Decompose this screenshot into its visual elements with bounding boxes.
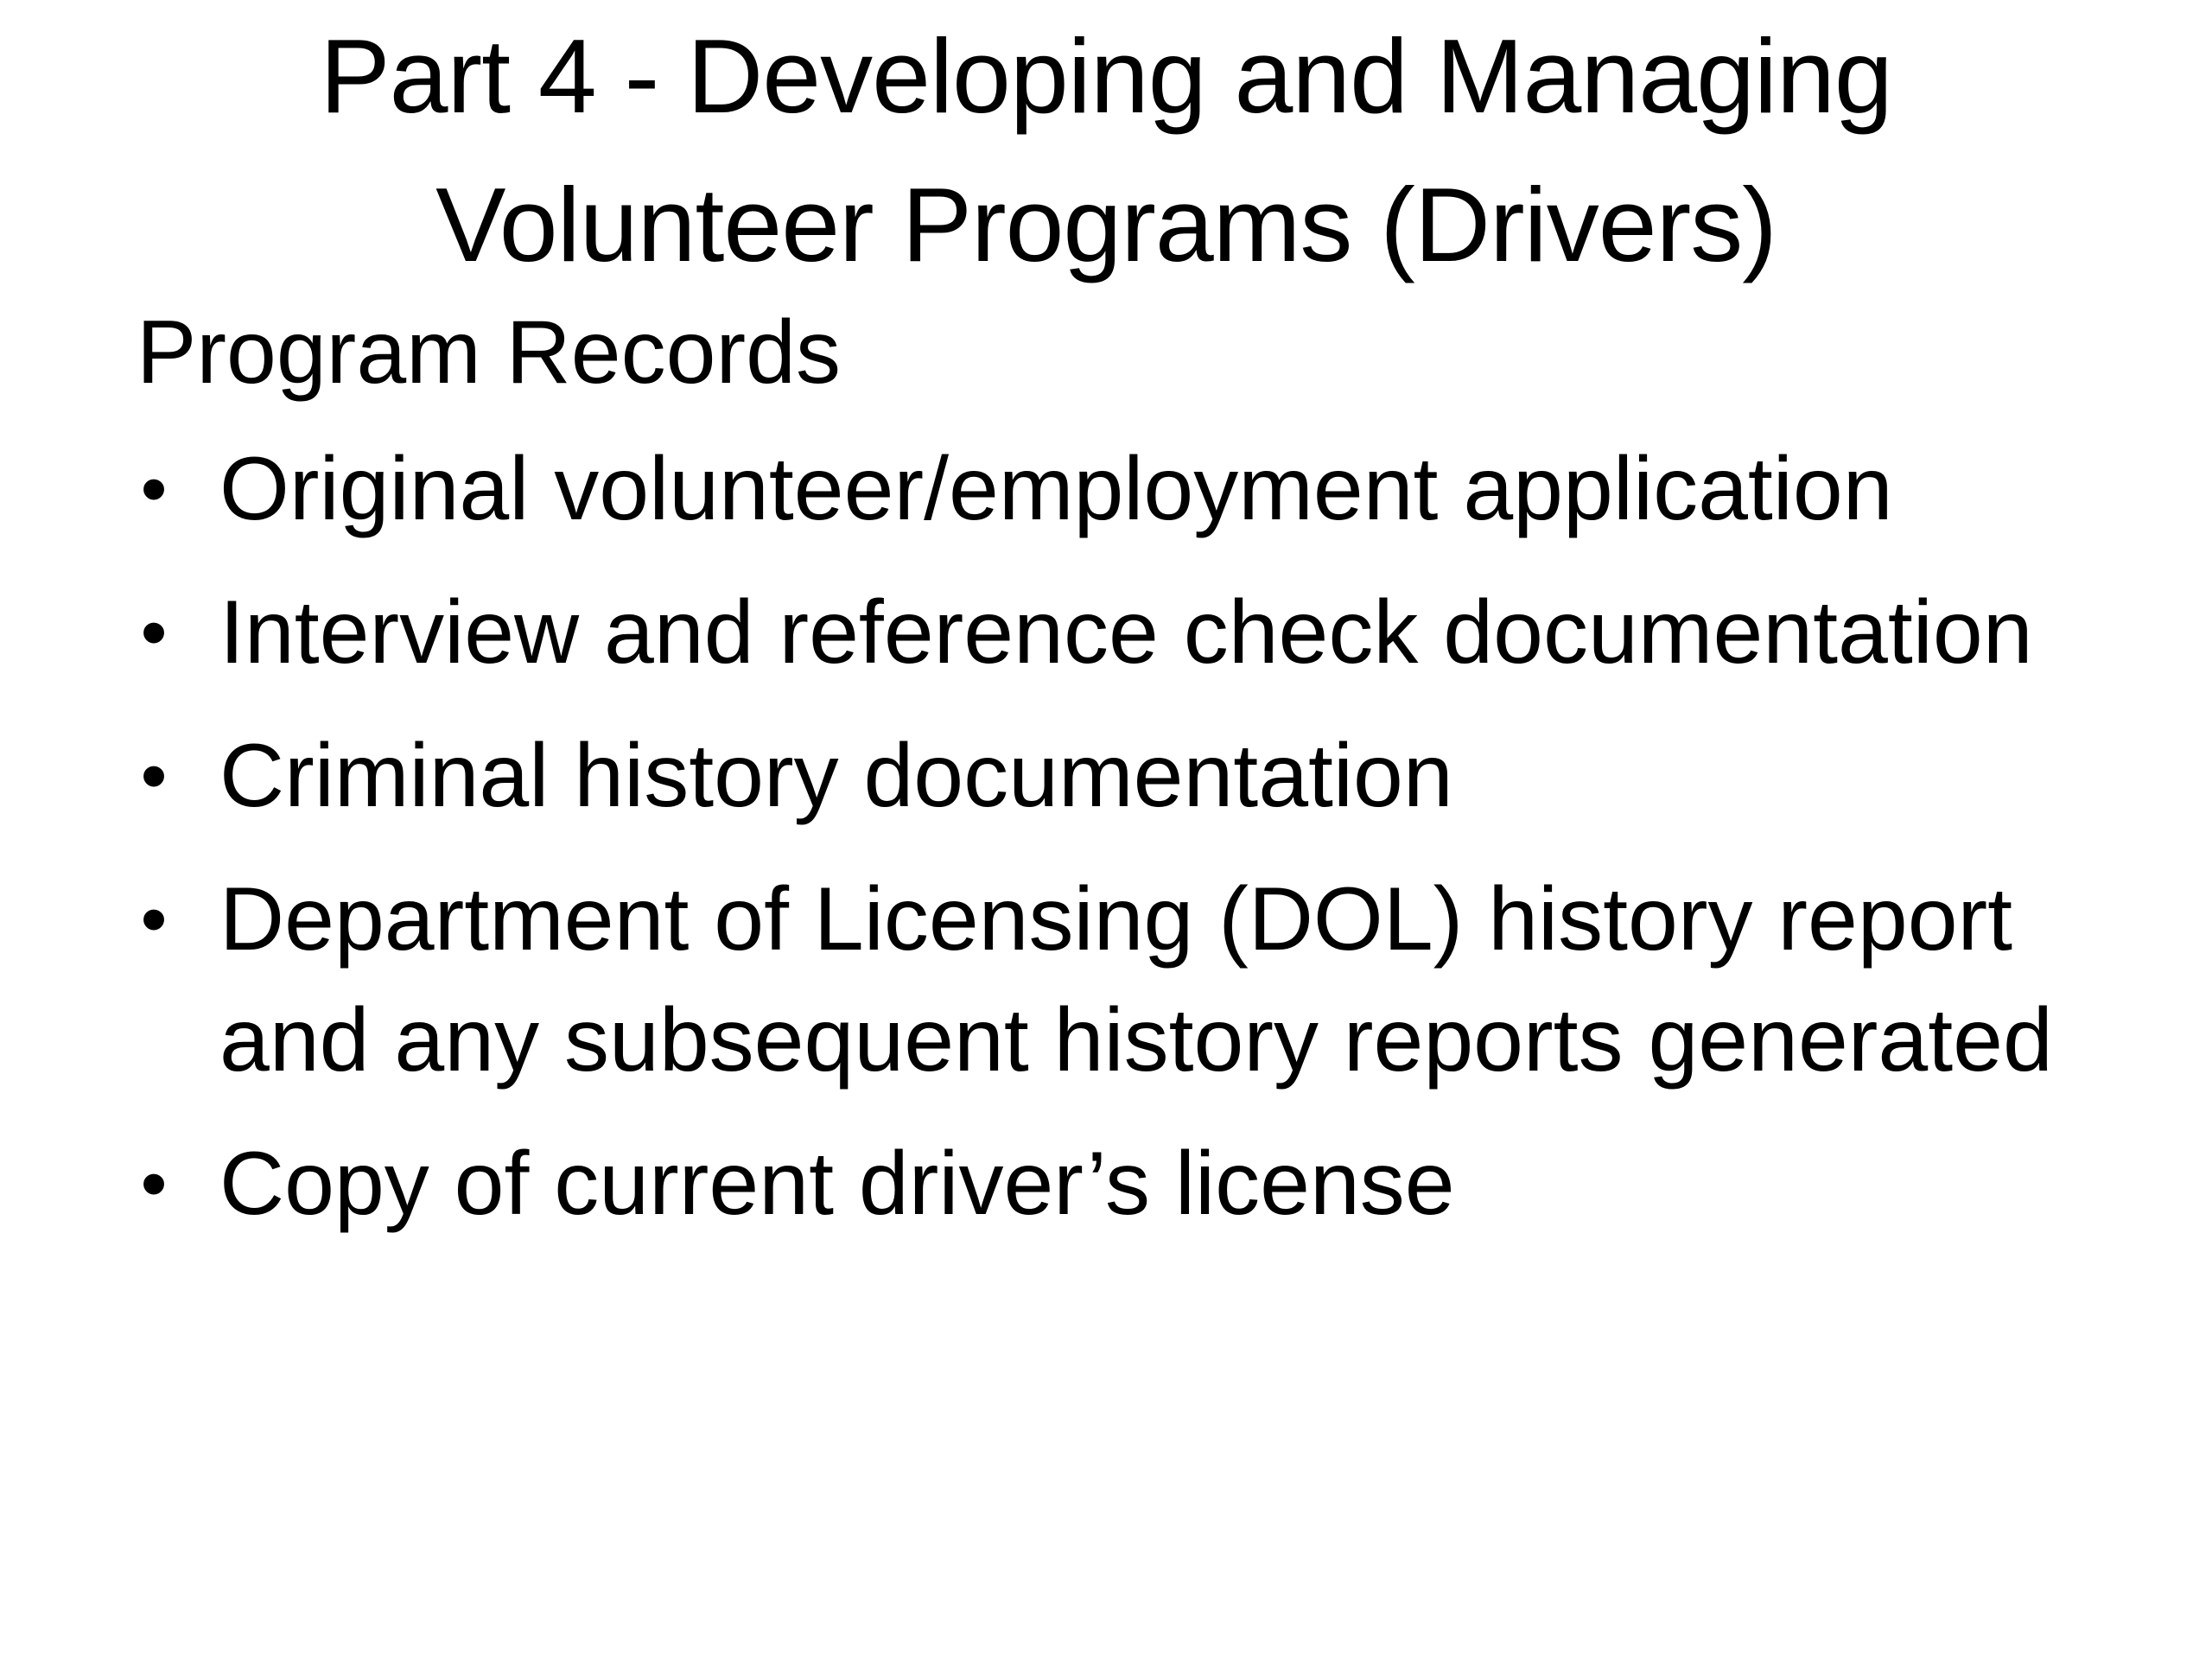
bullet-text: Criminal history documentation — [219, 726, 1453, 826]
bullet-text: Copy of current driver’s license — [219, 1134, 1455, 1234]
bullet-item — [137, 1123, 2124, 1244]
bullet-dot-icon: • — [140, 1141, 168, 1226]
slide-body — [137, 292, 2124, 1267]
bullet-dot-icon: • — [140, 446, 168, 531]
slide-title-line-2: Volunteer Programs (Drivers) — [435, 166, 1777, 283]
bullet-dot-icon: • — [140, 876, 168, 962]
bullet-item — [137, 715, 2124, 836]
slide-title — [138, 2, 2074, 299]
bullet-text: Original volunteer/employment application — [219, 439, 1893, 539]
bullet-dot-icon: • — [140, 733, 168, 818]
bullet-item — [137, 572, 2124, 693]
bullet-text-line-1: Department of Licensing (DOL) history report — [219, 869, 2013, 969]
section-subheading: Program Records — [137, 302, 841, 403]
bullet-item — [137, 429, 2124, 550]
slide-title-line-1: Part 4 - Developing and Managing — [320, 17, 1892, 135]
bullet-list — [137, 429, 2124, 1244]
bullet-item — [137, 859, 2124, 1101]
bullet-text: Interview and reference check documentation — [219, 582, 2033, 683]
bullet-dot-icon: • — [140, 589, 168, 675]
bullet-text-line-2: and any subsequent history reports generated — [219, 990, 2053, 1090]
